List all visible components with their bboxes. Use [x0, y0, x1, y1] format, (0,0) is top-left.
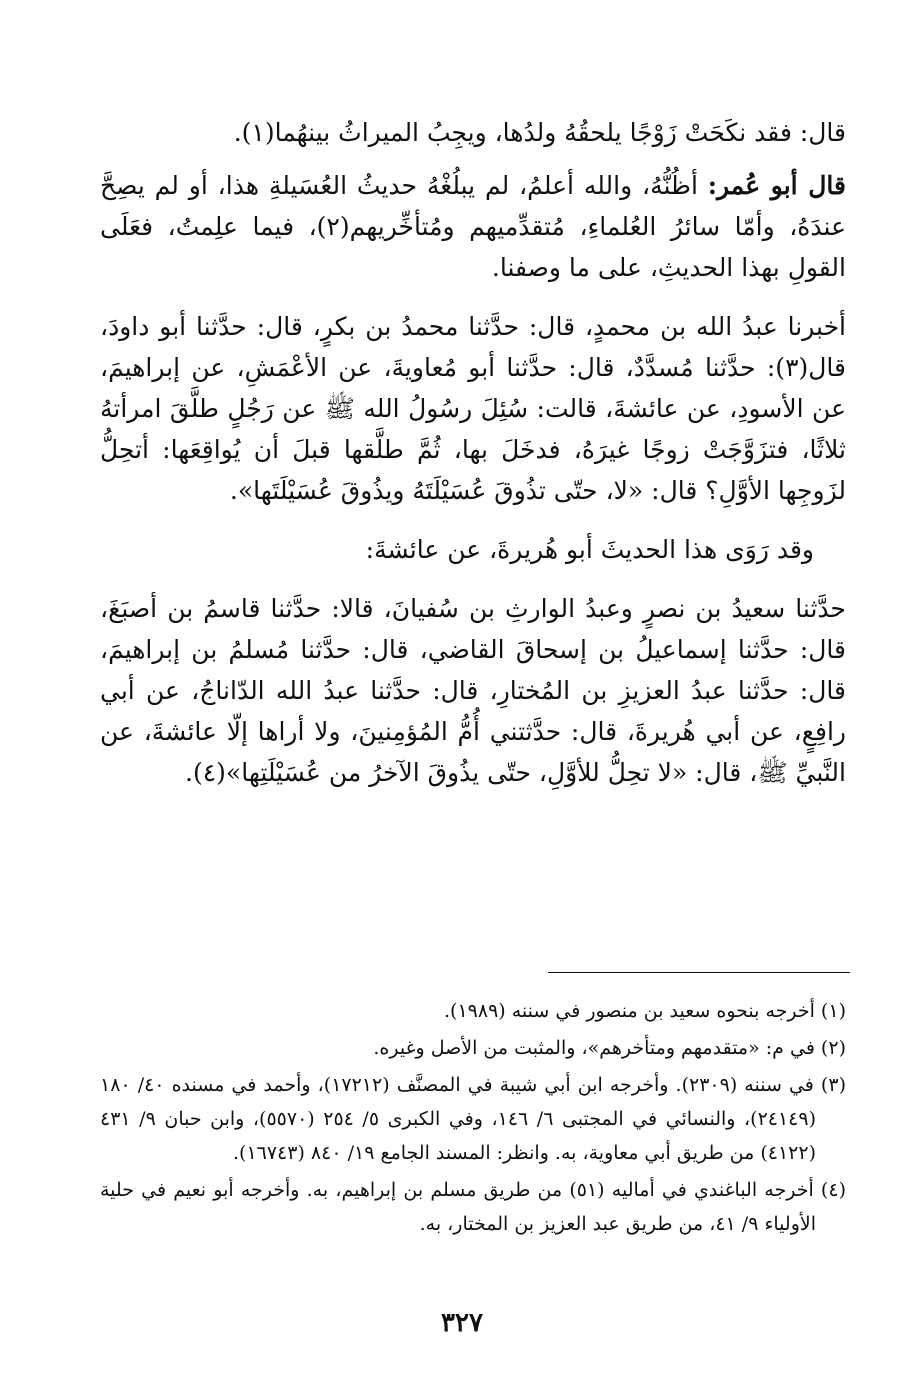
footnote-divider [548, 972, 850, 973]
paragraph-1: قال: فقد نكَحَتْ زَوْجًا يلحقُهُ ولدُها، ويجِبُ الميراثُ بينهُما(١). [233, 118, 846, 147]
speaker-label: قال أبو عُمر: [707, 171, 846, 200]
footnote-1: (١) أخرجه بنحوه سعيد بن منصور في سننه (١٩٨٩). [444, 1000, 846, 1022]
paragraph-5: حدَّثنا سعيدُ بن نصرٍ وعبدُ الوارثِ بن سُفيانَ، قالا: حدَّثنا قاسمُ بن أصبَغَ، قال: حدَّثنا إسماعيلُ بن إسحاقَ القاضي، قال: حدَّثنا مُسلمُ بن إبراهيمَ، قال: حدَّثنا عبدُ العزيزِ بن المُختارِ، قال: حدَّثنا عبدُ الله الدّاناجُ، عن أبي رافِعٍ، عن أبي هُريرةَ، قال: حدَّثتني أُمُّ المُؤمِنينَ، ولا أراها إلّا عائشةَ، عن النَّبيِّ ﷺ، قال: «لا تحِلُّ للأوَّلِ، حتّى يذُوقَ الآخرُ من عُسَيْلَتِها»(٤). [100, 594, 846, 787]
paragraph-4: وقد رَوَى هذا الحديثَ أبو هُريرةَ، عن عائشةَ: [365, 535, 814, 564]
paragraph-2-text: أظُنُّهُ، والله أعلمُ، لم يبلُغْهُ حديثُ العُسَيلةِ هذا، أو لم يصِحَّ عندَهُ، وأمّا سائرُ العُلماءِ، مُتقدِّميهم ومُتأخِّريهم(٢)، فيما علِمتُ، فعَلَى القولِ بهذا الحديثِ، على ما وصفنا. [100, 171, 846, 282]
footnotes [100, 994, 846, 1244]
paragraph-3: أخبرنا عبدُ الله بن محمدٍ، قال: حدَّثنا محمدُ بن بكرٍ، قال: حدَّثنا أبو داودَ، قال(٣): حدَّثنا مُسدَّدٌ، قال: حدَّثنا أبو مُعاويةَ، عن الأعْمَشِ، عن إبراهيمَ، عن الأسودِ، عن عائشةَ، قالت: سُئِلَ رسُولُ الله ﷺ عن رَجُلٍ طلَّقَ امرأتهُ ثلاثًا، فتزَوَّجَتْ زوجًا غيرَهُ، فدخَلَ بها، ثُمَّ طلَّقها قبلَ أن يُواقِعَها: أتحِلُّ لزَوجِها الأوَّلِ؟ قال: «لا، حتّى تذُوقَ عُسَيْلَتَهُ ويذُوقَ عُسَيْلَتَها». [100, 312, 846, 505]
footnote-3: (٣) في سننه (٢٣٠٩). وأخرجه ابن أبي شيبة في المصنَّف (١٧٢١٢)، وأحمد في مسنده ٤٠/ ١٨٠ (٢٤١٤٩)، والنسائي في المجتبى ٦/ ١٤٦، وفي الكبرى ٥/ ٢٥٤ (٥٥٧٠)، وابن حبان ٩/ ٤٣١ (٤١٢٢) من طريق أبي معاوية، به. وانظر: المسند الجامع ١٩/ ٨٤٠ (١٦٧٤٣). [100, 1074, 846, 1164]
page-number: ٣٢٧ [441, 1308, 483, 1338]
paragraph-2 [100, 165, 846, 288]
footnote-2: (٢) في م: «متقدمهم ومتأخرهم»، والمثبت من الأصل وغيره. [373, 1037, 846, 1059]
main-text [100, 112, 846, 811]
footnote-4: (٤) أخرجه الباغندي في أماليه (٥١) من طريق مسلم بن إبراهيم، به. وأخرجه أبو نعيم في حلية الأولياء ٩/ ٤١، من طريق عبد العزيز بن المختار، به. [100, 1179, 846, 1235]
